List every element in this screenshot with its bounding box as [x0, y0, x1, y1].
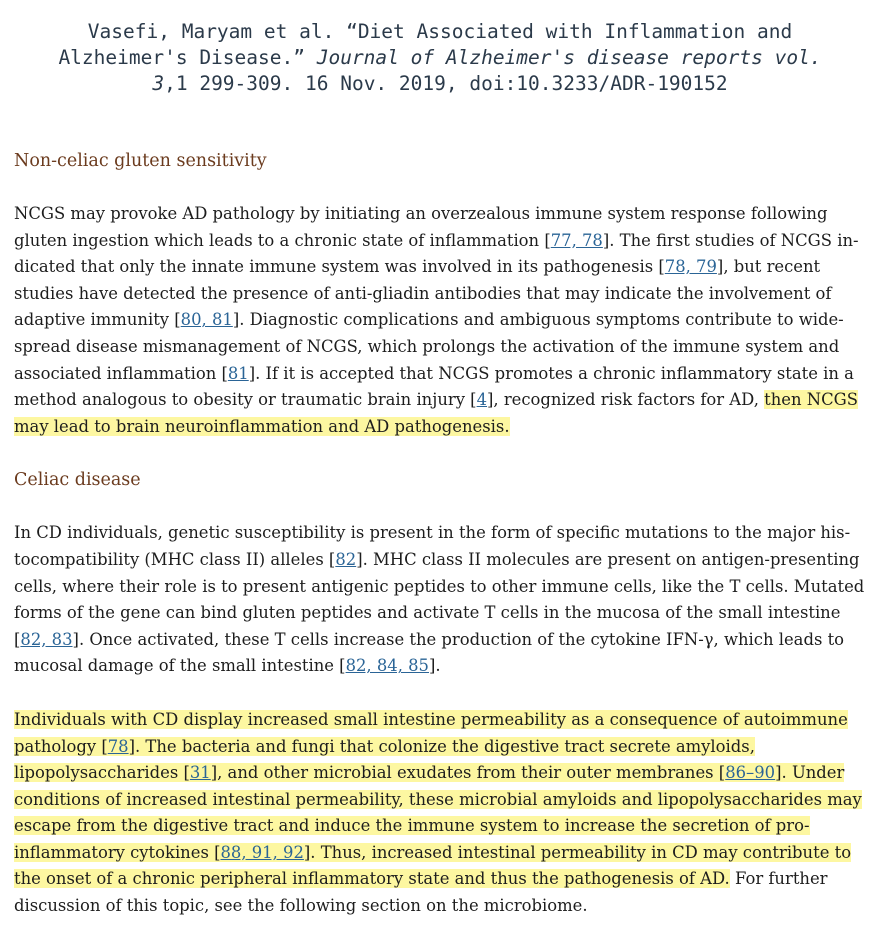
reference-link[interactable]: 82	[335, 549, 357, 569]
text: ]. Once activated, these T cells increase the production of the cytokine IFN-γ, which leads to mucosal damage of the small intestine [	[14, 629, 845, 676]
text: ]. MHC class II molecules are present on antigen-presenting cells, where their role is to present antigenic peptides to other immune cells, like the T cells. Mutated forms of the gene can bind gluten peptides and activate T cells in the mucosa of the small intestine [	[14, 549, 865, 649]
reference-link[interactable]: 88, 91, 92	[220, 842, 304, 862]
citation	[40, 19, 840, 97]
reference-link[interactable]: 4	[476, 390, 488, 410]
text: ]. If it is accepted that NCGS promotes a chronic inflammatory state in a method analogous to obesity or traumatic brain injury [	[14, 363, 854, 410]
reference-link[interactable]: 80, 81	[180, 310, 233, 330]
text: NCGS may provoke AD pathology by initiating an overzealous immune system response following gluten ingestion which leads to a chronic state of inflammation [	[14, 204, 828, 250]
reference-link[interactable]: 82, 84, 85	[345, 656, 429, 676]
article-body	[14, 148, 874, 947]
text: ], and other microbial exudates from their outer membranes [	[210, 763, 726, 783]
paragraph-celiac-permeability	[14, 707, 874, 920]
text: ], but recent studies have detected the presence of anti-gliadin antibodies that may indicate the involvement of adaptive immunity [	[14, 257, 832, 330]
citation-text-after: ,1 299-309. 16 Nov. 2019, doi:10.3233/ADR-190152	[164, 72, 728, 95]
section-heading-ncgs: Non-celiac gluten sensitivity	[14, 151, 267, 171]
text: ]. Diagnostic complications and ambiguous symptoms contribute to widespread disease mismanagement of NCGS, which prolongs the activation of the immune system and associated inflammation [	[14, 310, 844, 383]
text: Individuals with CD display increased small intestine permeability as a consequence of autoimmune pathology [	[14, 709, 848, 756]
section-heading-celiac: Celiac disease	[14, 470, 141, 491]
text: ]. The bacteria and fungi that colonize the digestive tract secrete amyloids, lipopolysaccharides [	[14, 736, 755, 783]
reference-link[interactable]: 78	[107, 736, 129, 756]
reference-link[interactable]: 81	[227, 363, 249, 383]
reference-link[interactable]: 31	[189, 763, 211, 783]
text: For further discussion of this topic, see the following section on the microbiome.	[14, 869, 828, 916]
citation-journal: Journal of Alzheimer's disease reports vol. 3	[152, 46, 822, 95]
reference-link[interactable]: 82, 83	[20, 629, 73, 649]
text: ], recognized risk factors for AD,	[487, 390, 765, 410]
text: ].	[429, 656, 441, 676]
text: In CD individuals, genetic susceptibility is present in the form of specific mutations to the major histocompatibility (MHC class II) alleles [	[14, 523, 851, 569]
highlighted-text	[14, 710, 862, 889]
reference-link[interactable]: 77, 78	[550, 230, 603, 250]
citation-text-before: Vasefi, Maryam et al. “Diet Associated with Inflammation and Alzheimer's Disease.”	[58, 20, 793, 69]
paragraph-celiac-genetics	[14, 520, 874, 680]
text: ]. Under conditions of increased intestinal permeability, these microbial amyloids and lipopolysaccharides may escape from the digestive tract and induce the immune system to increase the secretion of proinflammatory cytokines [	[14, 763, 862, 862]
highlighted-text: then NCGS may lead to brain neuroinflammation and AD pathogenesis.	[14, 390, 858, 436]
reference-link[interactable]: 78, 79	[664, 257, 717, 277]
paragraph-ncgs	[14, 201, 874, 440]
text: ]. Thus, increased intestinal permeability in CD may contribute to the onset of a chronic peripheral inflammatory state and thus the pathogenesis of AD.	[14, 842, 852, 889]
reference-link[interactable]: 86–90	[725, 763, 776, 783]
text: ]. The first studies of NCGS indicated that only the innate immune system was involved in its pathogenesis [	[14, 230, 859, 277]
